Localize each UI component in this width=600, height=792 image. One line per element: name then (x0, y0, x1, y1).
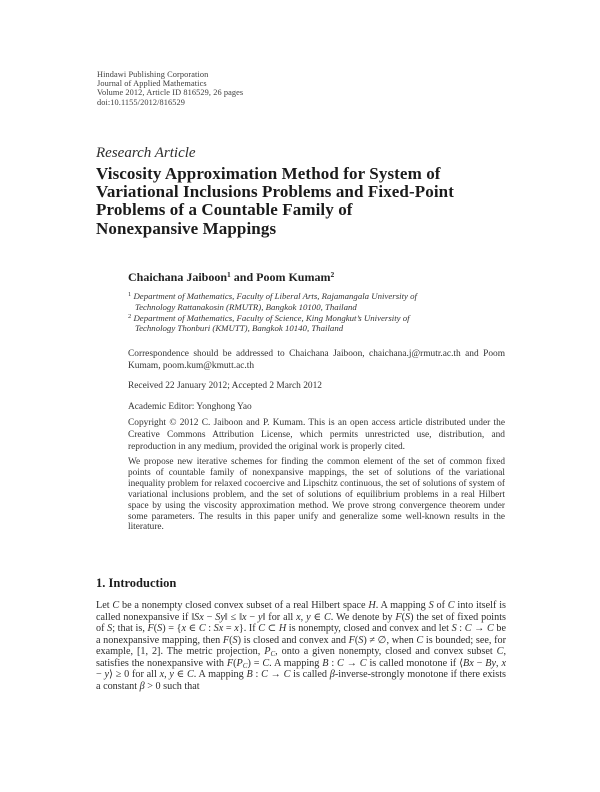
author-name-1: Chaichana Jaiboon (128, 270, 228, 284)
introduction-paragraph: Let C be a nonempty closed convex subset of a real Hilbert space H. A mapping S of C into itself is called nonexpansive if ‖Sx − Sy‖ ≤ ‖x − y‖ for all x, y ∈ C. We denote by F(S) the set of fixed points of S; that is, F(S) = {x ∈ C : Sx = x}. If C ⊂ H is nonempty, closed and convex and let S : C → C be a nonexpansive mapping, then F(S) is closed and convex and F(S) ≠ ∅, when C is bounded; see, for example, [1, 2]. The metric projection, $P_C$, onto a given nonempty, closed and convex subset C, satisfies the nonexpansive with $F(P_C) = C$. A mapping B : C → C is called monotone if ⟨Bx − By, x − y⟩ ≥ 0 for all x, y ∈ C. A mapping B : C → C is called β-inverse-strongly monotone if there exists a constant β > 0 such that (96, 600, 507, 692)
author-affiliation-ref-2: 2 (330, 270, 335, 279)
copyright-notice: Copyright © 2012 C. Jaiboon and P. Kumam. This is an open access article distributed under the Creative Commons Attribution License, which permits unrestricted use, distribution, and reproduction in any medium, provided the original work is properly cited. (128, 418, 505, 452)
section-heading-introduction: 1. Introduction (96, 576, 177, 590)
title-line-1: Viscosity Approximation Method for System of (96, 164, 441, 183)
affiliation-1-marker: 1 (128, 291, 132, 298)
affiliation-2 (128, 313, 442, 335)
title-line-3: Problems of a Countable Family of (96, 200, 353, 220)
received-accepted-dates: Received 22 January 2012; Accepted 2 March 2012 (128, 381, 322, 391)
affiliation-1-text: Department of Mathematics, Faculty of Liberal Arts, Rajamangala University of Technology Rattanakosin (RMUTR), Bangkok 10100, Thailand (133, 291, 417, 312)
affiliations (128, 291, 442, 334)
academic-editor-line: Academic Editor: Yonghong Yao (128, 402, 252, 412)
affiliation-1 (128, 291, 442, 313)
affiliation-2-text: Department of Mathematics, Faculty of Science, King Mongkut’s University of Technology Thonburi (KMUTT), Bangkok 10140, Thailand (133, 312, 410, 334)
affiliation-2-marker: 2 (128, 312, 132, 320)
title-line-2: Variational Inclusions Problems and Fixed-Point (96, 182, 454, 202)
correspondence-note: Correspondence should be addressed to Chaichana Jaiboon, chaichana.j@rmutr.ac.th and Poom Kumam, poom.kum@kmutt.ac.th (128, 349, 505, 371)
author-affiliation-ref-1: 1 (227, 270, 231, 279)
publisher-header (97, 70, 243, 107)
volume-article-info: Volume 2012, Article ID 816529, 26 pages (97, 88, 244, 98)
publisher-name: Hindawi Publishing Corporation (97, 70, 209, 79)
journal-name: Journal of Applied Mathematics (97, 79, 207, 89)
doi-line: doi:10.1155/2012/816529 (97, 97, 185, 107)
authors-line (128, 270, 334, 285)
abstract-text: We propose new iterative schemes for finding the common element of the set of common fixed points of countable family of nonexpansive mappings, the set of solutions of the variational inequality problem for relaxed cocoercive and Lipschitz continuous, the set of solutions of system of variational inclusions problem, and the set of solutions of equilibrium problems in a real Hilbert space by using the viscosity approximation method. We prove strong convergence theorem under some parameters. The results in this paper unify and generalize some well-known results in the literature. (128, 457, 505, 533)
article-title (96, 165, 454, 238)
title-line-4: Nonexpansive Mappings (96, 218, 277, 238)
author-name-2: Poom Kumam (256, 270, 331, 284)
authors-separator: and (230, 270, 257, 284)
article-type-label: Research Article (96, 145, 196, 161)
